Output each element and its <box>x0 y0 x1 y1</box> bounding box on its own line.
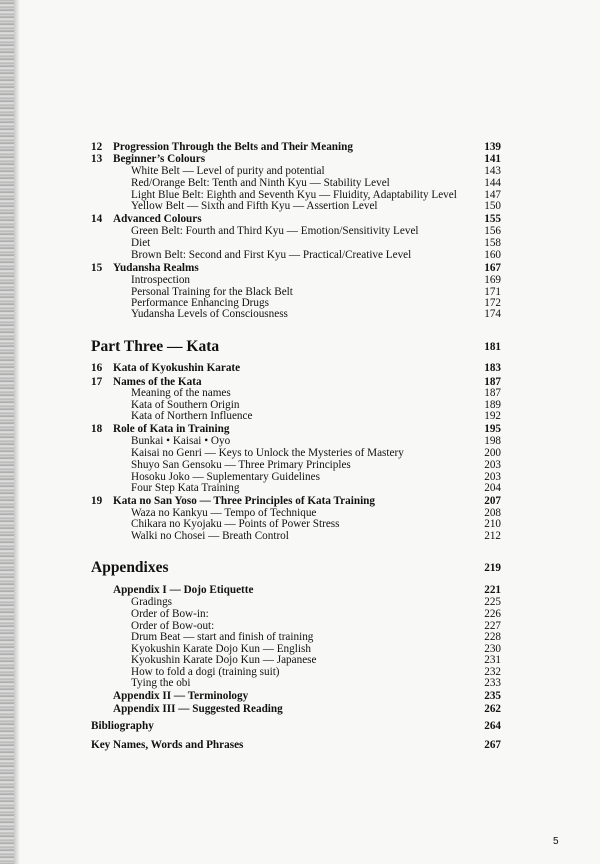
page-ref: 172 <box>484 297 501 309</box>
toc-chapter-13[interactable] <box>0 153 600 165</box>
page-ref: 207 <box>484 495 501 507</box>
entry-title: Brown Belt: Second and First Kyu — Practical/Creative Level <box>131 249 412 261</box>
page-ref: 228 <box>484 631 501 643</box>
toc-chapter-12[interactable] <box>0 141 600 153</box>
chapter-number: 15 <box>91 262 103 274</box>
chapter-number: 14 <box>91 213 103 225</box>
toc-entry[interactable] <box>0 596 600 608</box>
toc-key-names[interactable] <box>0 739 600 751</box>
page-ref: 143 <box>484 165 501 177</box>
chapter-number: 12 <box>91 141 103 153</box>
chapter-number: 19 <box>91 495 103 507</box>
entry-title: White Belt — Level of purity and potential <box>131 165 325 177</box>
toc-appendix-1[interactable] <box>0 584 600 596</box>
chapter-number: 18 <box>91 423 103 435</box>
page-ref: 189 <box>484 399 501 411</box>
toc-entry[interactable] <box>0 518 600 530</box>
entry-title: Order of Bow-out: <box>131 620 215 632</box>
chapter-title: Yudansha Realms <box>113 262 199 274</box>
entry-title: Green Belt: Fourth and Third Kyu — Emotion/Sensitivity Level <box>131 225 419 237</box>
page-ref: 198 <box>484 435 501 447</box>
entry-title: Red/Orange Belt: Tenth and Ninth Kyu — Stability Level <box>131 177 390 189</box>
page-ref: 169 <box>484 274 501 286</box>
chapter-title: Role of Kata in Training <box>113 423 230 435</box>
page-ref: 174 <box>484 308 501 320</box>
page-ref: 231 <box>484 654 501 666</box>
page-ref: 155 <box>484 213 501 225</box>
entry-title: Diet <box>131 237 151 249</box>
page-ref: 192 <box>484 410 501 422</box>
toc-entry[interactable] <box>0 654 600 666</box>
page-ref: 203 <box>484 459 501 471</box>
part-title: Appendixes <box>91 559 169 576</box>
toc-chapter-16[interactable] <box>0 362 600 374</box>
toc-entry[interactable] <box>0 387 600 399</box>
entry-title: Walki no Chosei — Breath Control <box>131 530 289 542</box>
section-title: Key Names, Words and Phrases <box>91 739 244 751</box>
toc-entry[interactable] <box>0 608 600 620</box>
entry-title: Four Step Kata Training <box>131 482 240 494</box>
toc-entry[interactable] <box>0 249 600 261</box>
toc-entry[interactable] <box>0 447 600 459</box>
toc-chapter-19[interactable] <box>0 495 600 507</box>
entry-title: Performance Enhancing Drugs <box>131 297 269 309</box>
chapter-number: 16 <box>91 362 103 374</box>
entry-title: How to fold a dogi (training suit) <box>131 666 280 678</box>
toc-chapter-18[interactable] <box>0 423 600 435</box>
page-ref: 158 <box>484 237 501 249</box>
toc-appendixes[interactable] <box>0 559 600 577</box>
toc-entry[interactable] <box>0 237 600 249</box>
page-ref: 141 <box>484 153 501 165</box>
toc-chapter-14[interactable] <box>0 213 600 225</box>
page-ref: 262 <box>484 703 501 715</box>
entry-title: Yellow Belt — Sixth and Fifth Kyu — Assertion Level <box>131 200 378 212</box>
page-ref: 204 <box>484 482 501 494</box>
page-ref: 150 <box>484 200 501 212</box>
page-ref: 230 <box>484 643 501 655</box>
entry-title: Light Blue Belt: Eighth and Seventh Kyu — Fluidity, Adaptability Level <box>131 189 457 201</box>
entry-title: Personal Training for the Black Belt <box>131 286 293 298</box>
entry-title: Meaning of the names <box>131 387 231 399</box>
entry-title: Kaisai no Genri — Keys to Unlock the Mysteries of Mastery <box>131 447 404 459</box>
page-ref: 181 <box>484 341 501 353</box>
appendix-title: Appendix II — Terminology <box>113 690 249 702</box>
page-ref: 264 <box>484 720 501 732</box>
entry-title: Kyokushin Karate Dojo Kun — English <box>131 643 311 655</box>
page-ref: 212 <box>484 530 501 542</box>
chapter-title: Advanced Colours <box>113 213 202 225</box>
page-ref: 144 <box>484 177 501 189</box>
toc-entry[interactable] <box>0 482 600 494</box>
entry-title: Kata of Northern Influence <box>131 410 253 422</box>
page-ref: 203 <box>484 471 501 483</box>
page-ref: 171 <box>484 286 501 298</box>
toc-entry[interactable] <box>0 410 600 422</box>
toc-bibliography[interactable] <box>0 720 600 732</box>
entry-title: Order of Bow-in: <box>131 608 209 620</box>
page-ref: 221 <box>484 584 501 596</box>
entry-title: Drum Beat — start and finish of training <box>131 631 314 643</box>
toc-appendix-2[interactable] <box>0 690 600 702</box>
chapter-number: 13 <box>91 153 103 165</box>
page-ref: 195 <box>484 423 501 435</box>
part-title: Part Three — Kata <box>91 338 220 355</box>
chapter-number: 17 <box>91 376 103 388</box>
toc-entry[interactable] <box>0 165 600 177</box>
toc-chapter-15[interactable] <box>0 262 600 274</box>
chapter-title: Beginner’s Colours <box>113 153 206 165</box>
toc-appendix-3[interactable] <box>0 703 600 715</box>
appendix-title: Appendix III — Suggested Reading <box>113 703 283 715</box>
chapter-title: Progression Through the Belts and Their Meaning <box>113 141 353 153</box>
chapter-title: Kata of Kyokushin Karate <box>113 362 241 374</box>
page-ref: 226 <box>484 608 501 620</box>
page-ref: 187 <box>484 387 501 399</box>
entry-title: Chikara no Kyojaku — Points of Power Stress <box>131 518 340 530</box>
page-ref: 267 <box>484 739 501 751</box>
entry-title: Yudansha Levels of Consciousness <box>131 308 288 320</box>
toc-entry[interactable] <box>0 177 600 189</box>
page-ref: 183 <box>484 362 501 374</box>
toc-entry[interactable] <box>0 631 600 643</box>
page-ref: 235 <box>484 690 501 702</box>
page-ref: 160 <box>484 249 501 261</box>
page-ref: 232 <box>484 666 501 678</box>
toc-entry[interactable] <box>0 308 600 320</box>
toc-entry[interactable] <box>0 459 600 471</box>
toc-entry[interactable] <box>0 435 600 447</box>
chapter-title: Kata no San Yoso — Three Principles of Kata Training <box>113 495 375 507</box>
entry-title: Bunkai • Kaisai • Oyo <box>131 435 231 447</box>
page-ref: 187 <box>484 376 501 388</box>
page-number: 5 <box>553 836 559 847</box>
entry-title: Gradings <box>131 596 173 608</box>
page-ref: 233 <box>484 677 501 689</box>
toc-entry[interactable] <box>0 677 600 689</box>
page-ref: 219 <box>484 562 501 574</box>
section-title: Bibliography <box>91 720 154 732</box>
toc-entry[interactable] <box>0 200 600 212</box>
page-ref: 200 <box>484 447 501 459</box>
page-ref: 227 <box>484 620 501 632</box>
toc-entry[interactable] <box>0 530 600 542</box>
toc-part-three[interactable] <box>0 338 600 356</box>
entry-title: Hosoku Joko — Suplementary Guidelines <box>131 471 320 483</box>
entry-title: Shuyo San Gensoku — Three Primary Principles <box>131 459 351 471</box>
appendix-title: Appendix I — Dojo Etiquette <box>113 584 254 596</box>
page-ref: 208 <box>484 507 501 519</box>
entry-title: Introspection <box>131 274 191 286</box>
entry-title: Waza no Kankyu — Tempo of Technique <box>131 507 317 519</box>
entry-title: Kyokushin Karate Dojo Kun — Japanese <box>131 654 317 666</box>
entry-title: Kata of Southern Origin <box>131 399 240 411</box>
page-ref: 210 <box>484 518 501 530</box>
page-ref: 156 <box>484 225 501 237</box>
toc-entry[interactable] <box>0 274 600 286</box>
page-ref: 225 <box>484 596 501 608</box>
chapter-title: Names of the Kata <box>113 376 202 388</box>
entry-title: Tying the obi <box>131 677 191 689</box>
page-ref: 147 <box>484 189 501 201</box>
toc-entry[interactable] <box>0 225 600 237</box>
page-ref: 167 <box>484 262 501 274</box>
page-ref: 139 <box>484 141 501 153</box>
